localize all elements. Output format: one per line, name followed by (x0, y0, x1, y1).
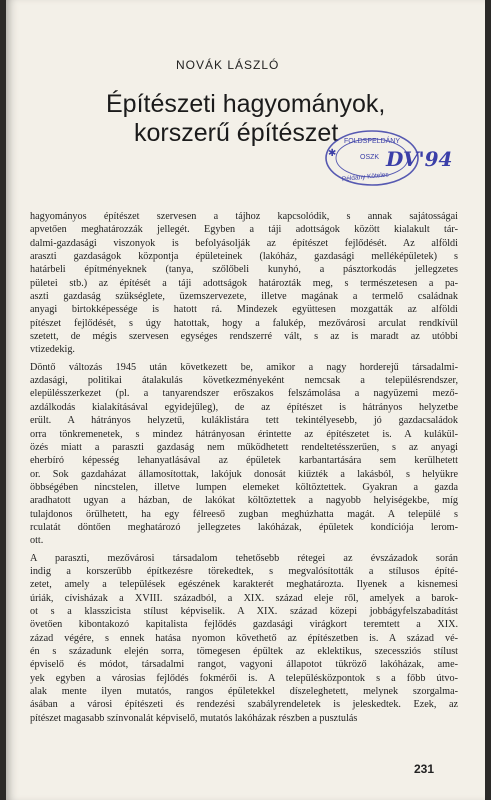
stamp-text-top: FOLDSPELDÁNY (344, 138, 401, 145)
text-line: ásában a városi építészeti és rendezési szabályrendeletek is jeleskedtek. Ezek, az (30, 699, 458, 711)
stamp-handwritten: DV'94 (386, 147, 453, 171)
title-line-2: korszerű építészet (134, 119, 339, 147)
text-line: tulajdonos örülhetett, ha egy félreeső zugban meghúzhatta magát. A települé s (30, 508, 458, 520)
stamp-star-icon: ✱ (328, 148, 337, 159)
text-line: hagyományos építészet szervesen a tájhoz kapcsolódik, s annak sajátosságai (30, 211, 458, 222)
stamp-text-mid: OSZK (360, 154, 380, 161)
paragraph (30, 210, 458, 357)
text-line: pítészet magasabb színvonalát képviselő, mutatós lakóházak részben a pusztulás (30, 712, 358, 724)
text-line: azdálkodás kialakításával egyidejűleg), de az építészet is hátrányos helyzetbe (30, 401, 458, 413)
text-line: anyagi birtokképessége is hatott rá. Mindezek együttesen mozgatták az alföldi (30, 304, 458, 316)
text-line: övetően kibontakozó kapitalista fejlődés gazdasági virágkort teremtett a XIX. (30, 619, 458, 631)
text-line: apvetően meghatározzák jellegét. Egyben a táji adottságok között kialakult tár- (30, 224, 458, 236)
text-line: pítészet fejlődését, s úgy hatottak, hogy a falukép, mezővárosi arculat rendkívül (30, 317, 458, 329)
text-line: pületei stb.) az építését a táji adottságok határozták meg, s természetesen a pa- (30, 277, 458, 289)
text-line: ot s a klasszicista stílust képviselik. A XIX. század közepi jobbágyfelszabadítást (30, 605, 458, 617)
text-line: araszti gazdaságok központja épületeinek (lakóház, gazdasági melléképületek) s (30, 251, 458, 263)
text-line: eherbíró képesség lehanyatlásával az épületek karbantartására sem kerülhetett (30, 455, 458, 467)
text-line: yek egyben a városias fejlődés fokmérői is. A településközpontok s a főbb útvo- (30, 672, 458, 684)
text-line: öbbségében nincstelen, illetve lumpen elemeket költöztettek. Gyakran a gazda (30, 481, 458, 493)
text-line: aradhatott ugyan a házban, de lakókat költöztettek a nagyobb helyiségekbe, míg (30, 495, 458, 507)
text-line: azdasági, politikai átalakulás következményeként nemcsak a településrendszer, (30, 375, 458, 387)
text-line: határbeli építményeknek (tanya, szőlőbeli kunyhó, a pásztorkodás jellegzetes (30, 264, 458, 276)
text-line: épviselő és módot, társadalmi rangot, vagyoni állapotot tükröző lakóházak, ame- (30, 659, 458, 671)
paragraph (30, 361, 458, 548)
text-line: rculatát döntően meghatározó jellegzetes lakóházak, épületek kondíciója lerom- (30, 521, 458, 533)
text-line: aszti gazdaság szükséglete, üzemszervezete, illetve magának a termelő családnak (30, 291, 458, 303)
text-line: orra tönkremenetek, s mindez hátrányosan érintette az építészetet is. A kulákül- (30, 428, 458, 440)
library-stamp (322, 126, 453, 190)
paragraph (30, 552, 458, 725)
text-line: vtizedekig. (30, 344, 75, 356)
stamp-text-bottom: Példány Köteles (341, 171, 390, 184)
text-line: A paraszti, mezővárosi társadalom tehetősebb rétegei az évszázadok során (30, 552, 458, 564)
text-line: úriák, cívisházak a XVIII. századból, a XIX. század eleje ről, amelyek a barok- (30, 592, 458, 604)
text-line: or. Sok gazdaházat államosítottak, lakójuk donosát kiűzték a lakásból, s helyükre (30, 468, 458, 480)
text-line: indig a korszerűbb építkezésre törekedtek, s megvalósították a stílusos építé- (30, 565, 458, 577)
page-number: 231 (414, 762, 435, 776)
text-line: ott. (30, 535, 44, 547)
article-body (30, 210, 458, 729)
document-page (6, 0, 485, 800)
author-name: NOVÁK LÁSZLÓ (176, 58, 280, 72)
text-line: dalmi-gazdasági viszonyok is befolyásolják az építészet fejlődését. Az alföldi (30, 237, 458, 249)
text-line: özés miatt a paraszti gazdaság nem működhetett rendeltetésszerűen, s az anyagi (30, 441, 458, 453)
text-line: szetett, de mégis szervesen egységes rendszerré vált, s az is maradt az utóbbi (30, 331, 458, 343)
text-line: én s századunk elején sorra, tömegesen épültek az eklektikus, szecessziós stílust (30, 646, 458, 657)
text-line: Döntő változás 1945 után következett be, amikor a nagy horderejű társadalmi- (30, 361, 458, 373)
text-line: elepülésszerkezet (pl. a tanyarendszer erőszakos felszámolása a nagyüzemi mező- (30, 388, 458, 400)
text-line: zázad végére, s ennek hatása nyomon követhető az építészetben is. A század vé- (30, 632, 458, 644)
title-line-1: Építészeti hagyományok, (106, 90, 386, 118)
text-line: erült. A hátrányos helyzetű, kuláklistára tett tekintélyesebb, jó gazdacsaládok (30, 415, 458, 427)
text-line: zetet, amely a települések egészének karakterét meghatározta. Ilyenek a kisnemesi (30, 579, 458, 591)
stamp-graphic (322, 126, 453, 190)
text-line: alak mente ilyen mutatós, rangos épületekkel díszeleghetett, melynek szorgalma- (30, 686, 458, 698)
